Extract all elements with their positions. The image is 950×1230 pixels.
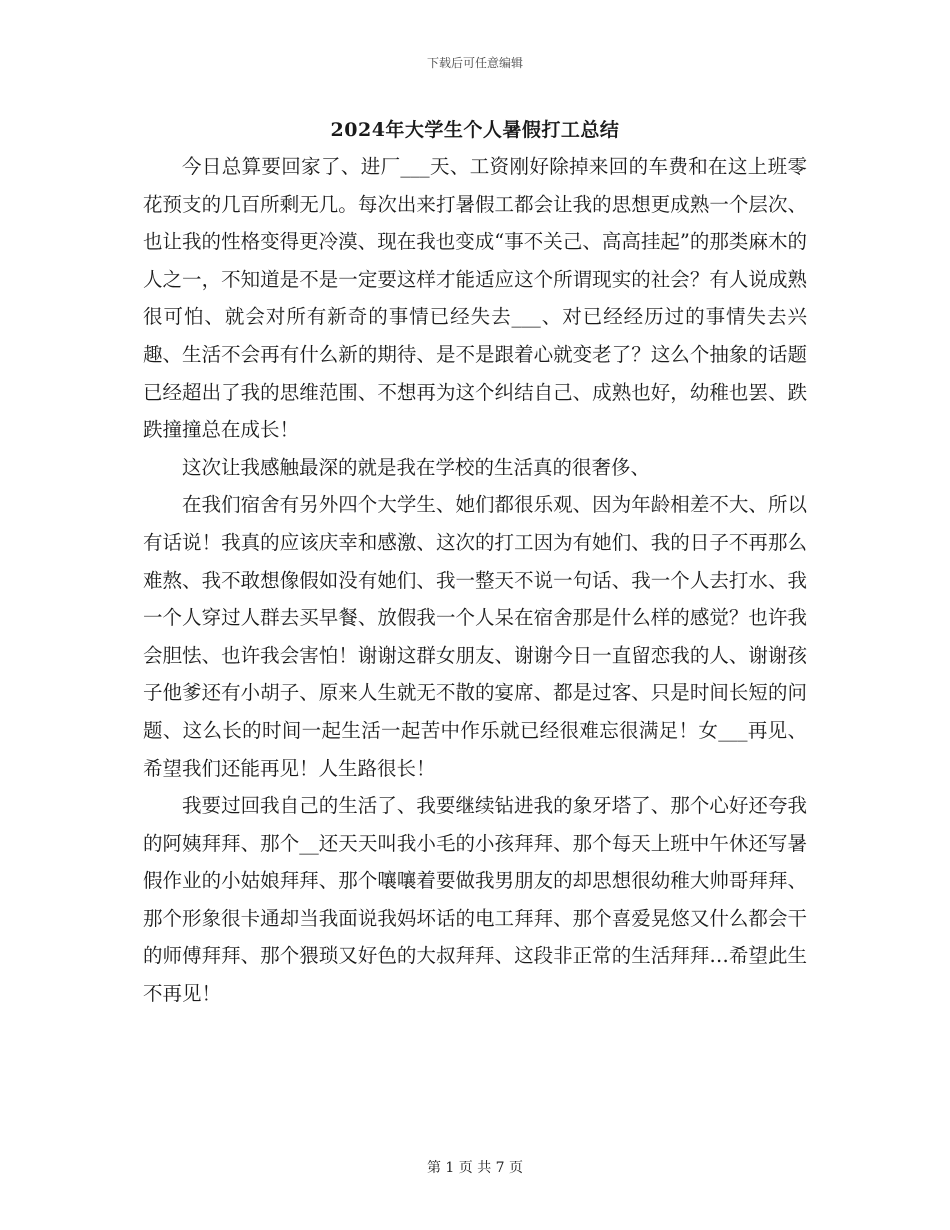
- paragraph: 这次让我感触最深的就是我在学校的生活真的很奢侈、: [182, 455, 651, 479]
- paragraph: 在我们宿舍有另外四个大学生、她们都很乐观、因为年龄相差不大、所以有话说！我真的应该庆幸和感激、这次的打工因为有她们、我的日子不再那么难熬、我不敢想像假如没有她们、我一整天不说一句话、我一个人去打水、我一个人穿过人群去买早餐、放假我一个人呆在宿舍那是什么样的感觉？也许我会胆怯、也许我会害怕！谢谢这群女朋友、谢谢今日一直留恋我的人、谢谢孩子他爹还有小胡子、原来人生就无不散的宴席、都是过客、只是时间长短的问题、这么长的时间一起生活一起苦中作乐就已经很难忘很满足！女___再见、希望我们还能再见！人生路很长！: [143, 493, 807, 780]
- paragraph: 今日总算要回家了、进厂___天、工资刚好除掉来回的车费和在这上班零花预支的几百所剩无几。每次出来打暑假工都会让我的思想更成熟一个层次、也让我的性格变得更冷漠、现在我也变成“事不关己、高高挂起”的那类麻木的人之一，不知道是不是一定要这样才能适应这个所谓现实的社会？有人说成熟很可怕、就会对所有新奇的事情已经失去___、对已经经历过的事情失去兴趣、生活不会再有什么新的期待、是不是跟着心就变老了？这么个抽象的话题已经超出了我的思维范围、不想再为这个纠结自己、成熟也好，幼稚也罢、跌跌撞撞总在成长！: [143, 155, 807, 442]
- paragraph: 我要过回我自己的生活了、我要继续钻进我的象牙塔了、那个心好还夸我的阿姨拜拜、那个__还天天叫我小毛的小孩拜拜、那个每天上班中午休还写暑假作业的小姑娘拜拜、那个嚷嚷着要做我男朋友的却思想很幼稚大帅哥拜拜、那个形象很卡通却当我面说我妈坏话的电工拜拜、那个喜爱晃悠又什么都会干的师傅拜拜、那个猥琐又好色的大叔拜拜、这段非正常的生活拜拜…希望此生不再见！: [143, 794, 807, 1006]
- page-header-note: 下载后可任意编辑: [426, 56, 523, 70]
- page-number: 第 1 页 共 7 页: [426, 1160, 524, 1176]
- document-body: [143, 148, 807, 1013]
- document-title: 2024年大学生个人暑假打工总结: [330, 119, 620, 141]
